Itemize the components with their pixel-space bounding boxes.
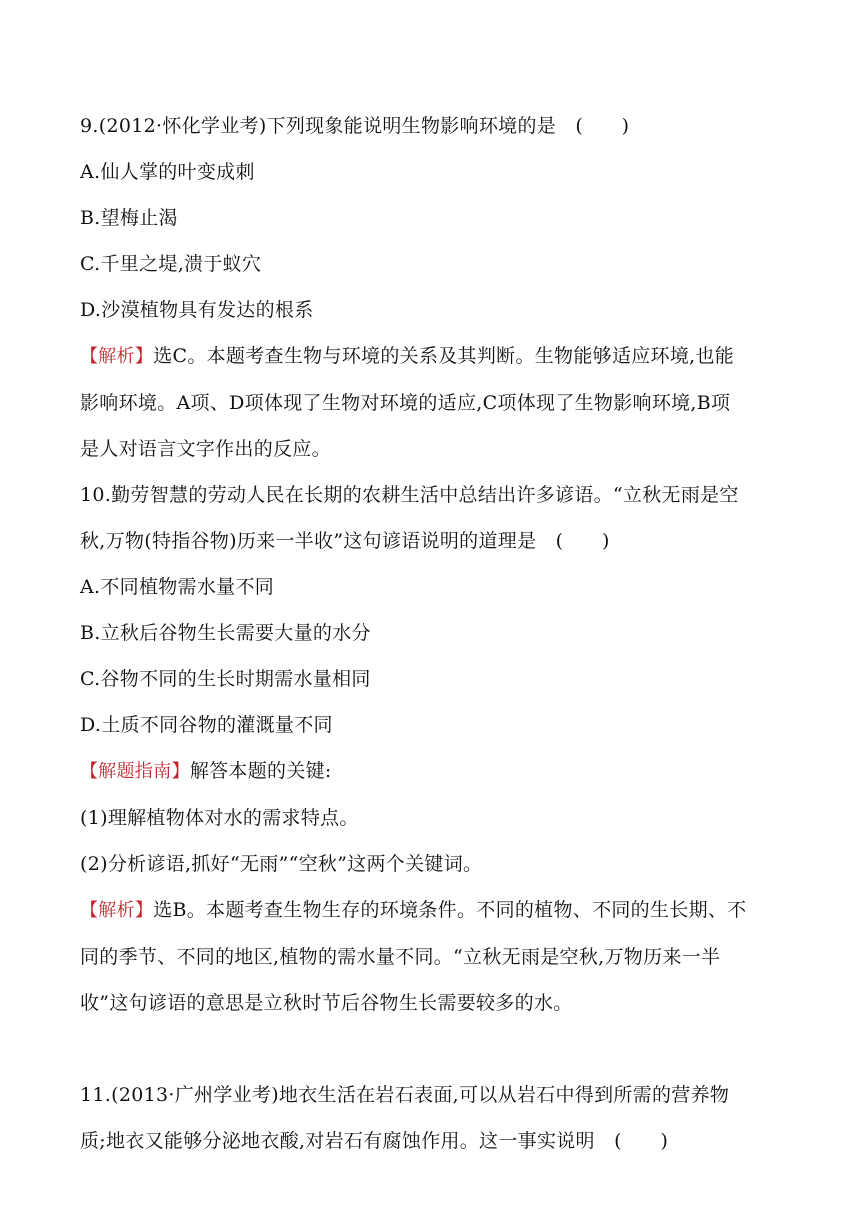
analysis-tag: 【解析】 — [80, 900, 154, 921]
question-11-stem-line-2: 质;地衣又能够分泌地衣酸,对岩石有腐蚀作用。这一事实说明 ( ) — [80, 1130, 669, 1152]
question-10-analysis-line-1 — [80, 887, 795, 934]
question-10-guide — [80, 748, 795, 795]
question-10-stem-line-2: 秋,万物(特指谷物)历来一半收”这句谚语说明的道理是 ( ) — [80, 530, 610, 552]
question-10 — [80, 472, 795, 1026]
analysis-text: 选C。本题考查生物与环境的关系及其判断。生物能够适应环境,也能 — [153, 345, 735, 367]
question-10-stem-line-1: 10.勤劳智慧的劳动人民在长期的农耕生活中总结出许多谚语。“立秋无雨是空 — [80, 484, 739, 506]
guide-tag: 【解题指南】 — [80, 761, 190, 782]
question-9-option-d: D.沙漠植物具有发达的根系 — [80, 299, 314, 321]
question-11 — [80, 1072, 795, 1164]
question-10-analysis-line-2: 同的季节、不同的地区,植物的需水量不同。“立秋无雨是空秋,万物历来一半 — [80, 946, 721, 968]
question-9-option-c: C.千里之堤,溃于蚁穴 — [80, 253, 262, 275]
question-9-analysis-line-3: 是人对语言文字作出的反应。 — [80, 438, 331, 460]
section-gap — [80, 1026, 795, 1072]
guide-text: 解答本题的关键: — [189, 760, 332, 782]
question-11-stem-line-1: 11.(2013·广州学业考)地衣生活在岩石表面,可以从岩石中得到所需的营养物 — [80, 1084, 730, 1106]
question-9-option-b: B.望梅止渴 — [80, 207, 178, 229]
document-page — [80, 103, 795, 1164]
question-10-option-b: B.立秋后谷物生长需要大量的水分 — [80, 622, 371, 644]
question-10-option-a: A.不同植物需水量不同 — [80, 576, 275, 598]
question-9-stem: 9.(2012·怀化学业考)下列现象能说明生物影响环境的是 ( ) — [80, 115, 630, 137]
question-10-guide-point-1: (1)理解植物体对水的需求特点。 — [80, 807, 359, 829]
question-10-option-d: D.土质不同谷物的灌溉量不同 — [80, 714, 333, 736]
analysis-text: 选B。本题考查生物生存的环境条件。不同的植物、不同的生长期、不 — [153, 899, 747, 921]
question-10-analysis-line-3: 收”这句谚语的意思是立秋时节后谷物生长需要较多的水。 — [80, 992, 573, 1014]
question-9-analysis-line-2: 影响环境。A项、D项体现了生物对环境的适应,C项体现了生物影响环境,B项 — [80, 392, 731, 414]
question-9 — [80, 103, 795, 472]
question-9-option-a: A.仙人掌的叶变成刺 — [80, 161, 255, 183]
question-9-analysis-line-1 — [80, 333, 795, 380]
analysis-tag: 【解析】 — [80, 346, 154, 367]
question-10-guide-point-2: (2)分析谚语,抓好“无雨”“空秋”这两个关键词。 — [80, 853, 483, 875]
question-10-option-c: C.谷物不同的生长时期需水量相同 — [80, 668, 371, 690]
